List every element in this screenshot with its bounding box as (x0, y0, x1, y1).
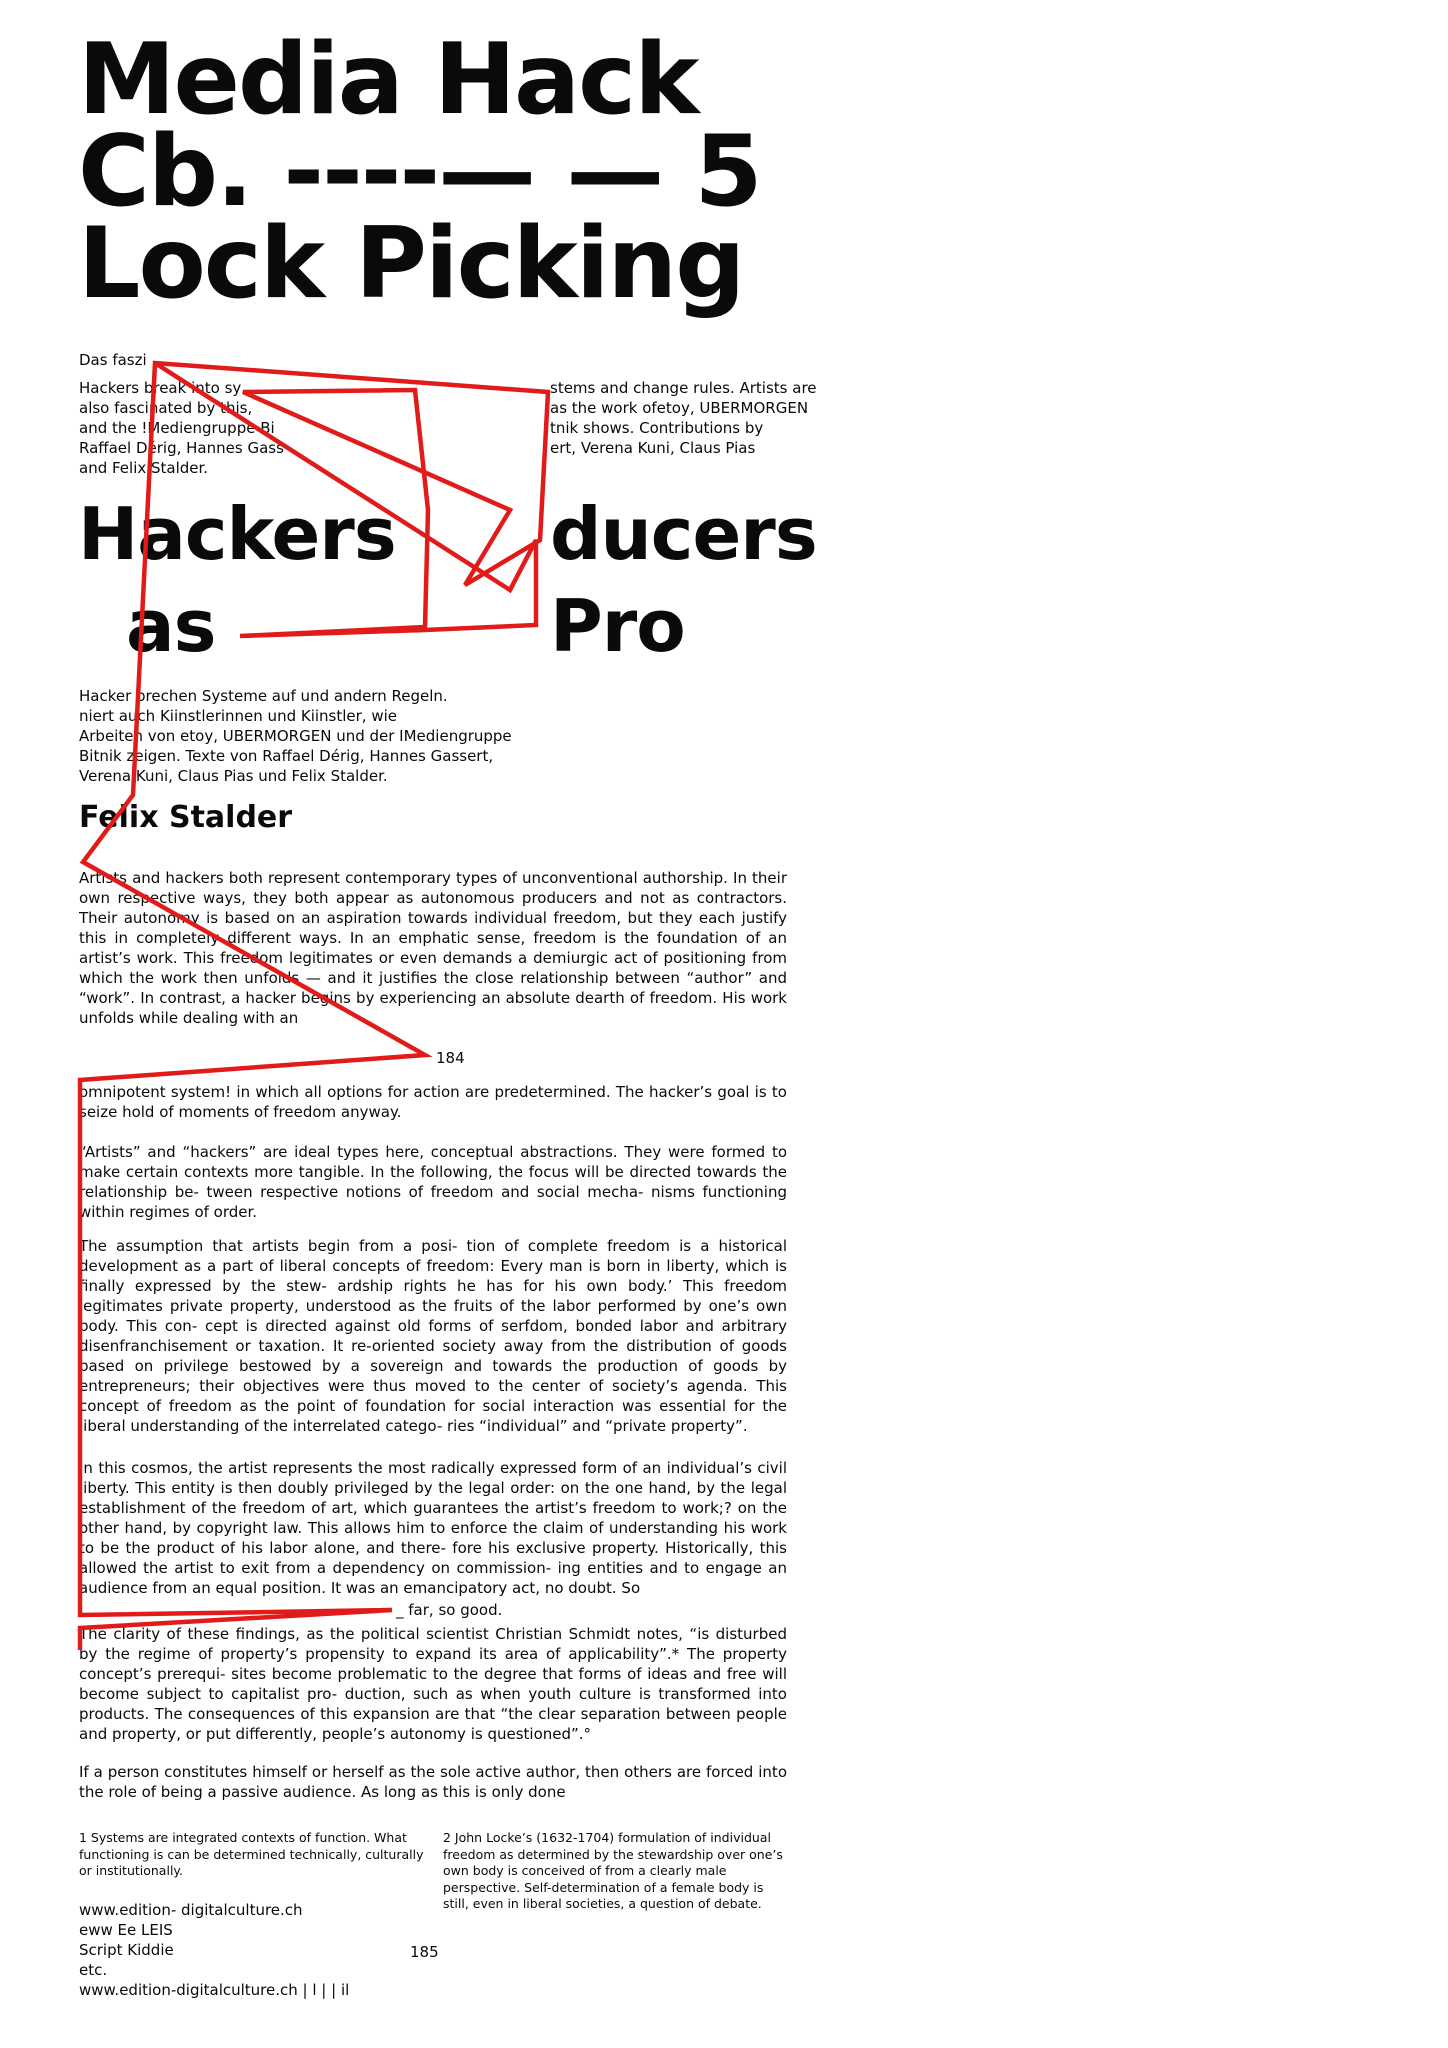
paragraph-1: Artists and hackers both represent contemporary types of unconventional authorship. In their own respective ways, they both appear as autonomous producers and not as contractors. Their autonomy is based on an aspiration towards individual freedom, but they each justify this in completely different ways. In an emphatic sense, freedom is the foundation of an artist’s work. This freedom legitimates or even demands a demiurgic act of positioning from which the work then unfolds — and it justifies the close relationship between “author” and “work”. In contrast, a hacker begins by experiencing an absolute dearth of freedom. His work unfolds while dealing with an (79, 869, 787, 1027)
footnote-line: functioning is can be determined technically, culturally (79, 1846, 424, 1862)
english-blurb-right (550, 378, 817, 458)
footnote-line: perspective. Self-determination of a female body is (443, 1879, 764, 1895)
blurb-line: stems and change rules. Artists are (550, 379, 817, 397)
german-blurb (79, 686, 512, 786)
link-line: www.edition- digitalculture.ch (79, 1901, 303, 1919)
heading-ducers: ducers (550, 492, 817, 576)
author-name: Felix Stalder (79, 800, 293, 835)
page-number-185: 185 (410, 1943, 439, 1961)
english-blurb-left (79, 378, 284, 478)
page-number-184: 184 (436, 1049, 465, 1067)
footnote-line: still, even in liberal societies, a question of debate. (443, 1896, 762, 1911)
blurb-line: tnik shows. Contributions by (550, 419, 764, 437)
paragraph-5: In this cosmos, the artist represents the most radically expressed form of an individual’s civil liberty. This entity is then doubly privileged by the legal order: on the one hand, by the legal establishment of the freedom of art, which guarantees the artist’s freedom to work;? on the other hand, by copyright law. This allows him to enforce the claim of understanding his work to be the product of his labor alone, and there- fore his exclusive property. Historically, this allowed the artist to exit from a dependency on commission- ing entities and to engage an audience from an equal position. It was an emancipatory act, no doubt. So (79, 1459, 787, 1597)
paragraph-6: The clarity of these findings, as the political scientist Christian Schmidt notes, “is disturbed by the regime of property’s propensity to expand its area of applicability”.* The property concept’s prerequi- sites become problematic to the degree that forms of ideas and free will become subject to capitalist pro- duction, such as when youth culture is transformed into products. The consequences of this expansion are that “the clear separation between people and property, or put differently, people’s autonomy is questioned”.° (79, 1625, 787, 1743)
title-line-3: Lock Picking (78, 207, 744, 321)
blurb-line: Hackers break into sy (79, 379, 242, 397)
links-block (79, 1900, 349, 2000)
paragraph-5-tail: _ far, so good. (396, 1601, 503, 1619)
blurb-line: and Felix Stalder. (79, 459, 209, 477)
blurb-line: niert auch Kiinstlerinnen und Kiinstler, wie (79, 707, 398, 725)
paragraph-7: If a person constitutes himself or herself as the sole active author, then others are forced into the role of being a passive audience. As long as this is only done (79, 1763, 787, 1801)
link-line: Script Kiddie (79, 1941, 174, 1959)
title-line-2: Cb. ----— — 5 (78, 115, 761, 229)
heading-as: as (126, 584, 216, 668)
footnote-line: freedom as determined by the stewardship over one’s (443, 1846, 783, 1862)
paragraph-3: “Artists” and “hackers” are ideal types here, conceptual abstractions. They were formed to make certain contexts more tangible. In the following, the focus will be directed towards the relationship be- tween respective notions of freedom and social mecha- nisms functioning within regimes of order. (79, 1143, 787, 1221)
blurb-line: Bitnik zeigen. Texte von Raffael Dérig, Hannes Gassert, (79, 747, 494, 765)
paragraph-2: omnipotent system! in which all options for action are predetermined. The hacker’s goal is to seize hold of moments of freedom anyway. (79, 1083, 787, 1121)
link-line: eww Ee LEIS (79, 1921, 173, 1939)
footnote-line: own body is conceived of from a clearly male (443, 1863, 727, 1878)
paragraph-4: The assumption that artists begin from a posi- tion of complete freedom is a historical development as a part of liberal concepts of freedom: Every man is born in liberty, which is finally expressed by the stew- ardship rights he has for his own body.’ This freedom legitimates private property, understood as the fruits of the labor performed by one’s own body. This con- cept is directed against old forms of serfdom, bonded labor and arbitrary disenfranchisement or taxation. It re-oriented society away from the distribution of goods based on privilege bestowed by a sovereign and towards the production of goods by entrepreneurs; their objectives were thus moved to the center of society’s agenda. This concept of freedom as the point of foundation for social interaction was essential for the liberal understanding of the interrelated catego- ries “individual” and “private property”. (79, 1237, 787, 1435)
link-line: etc. (79, 1961, 108, 1979)
blurb-line: Verena Kuni, Claus Pias und Felix Stalder. (79, 767, 388, 785)
blurb-line: Raffael Dérig, Hannes Gass (79, 439, 284, 457)
footnote-line: 1 Systems are integrated contexts of function. What (79, 1830, 407, 1845)
intro-label: Das faszi (79, 351, 147, 369)
heading-hackers: Hackers (78, 492, 396, 576)
blurb-line: and the !Mediengruppe Bi (79, 419, 275, 437)
footnote-1 (79, 1830, 424, 1880)
blurb-line: as the work ofetoy, UBERMORGEN (550, 399, 809, 417)
blurb-line: Arbeiten von etoy, UBERMORGEN und der IMediengruppe (79, 727, 512, 745)
title-line-1: Media Hack (78, 23, 698, 137)
footnote-2 (443, 1830, 783, 1913)
link-line: www.edition-digitalculture.ch | l | | il (79, 1981, 350, 1999)
blurb-line: Hacker brechen Systeme auf und andern Regeln. (79, 687, 448, 705)
page-title (78, 23, 978, 321)
footnote-line: or institutionally. (79, 1863, 184, 1878)
heading-pro: Pro (550, 584, 685, 668)
blurb-line: also fascinated by this, (79, 399, 253, 417)
blurb-line: ert, Verena Kuni, Claus Pias (550, 439, 756, 457)
footnote-line: 2 John Locke’s (1632-1704) formulation of individual (443, 1830, 771, 1845)
